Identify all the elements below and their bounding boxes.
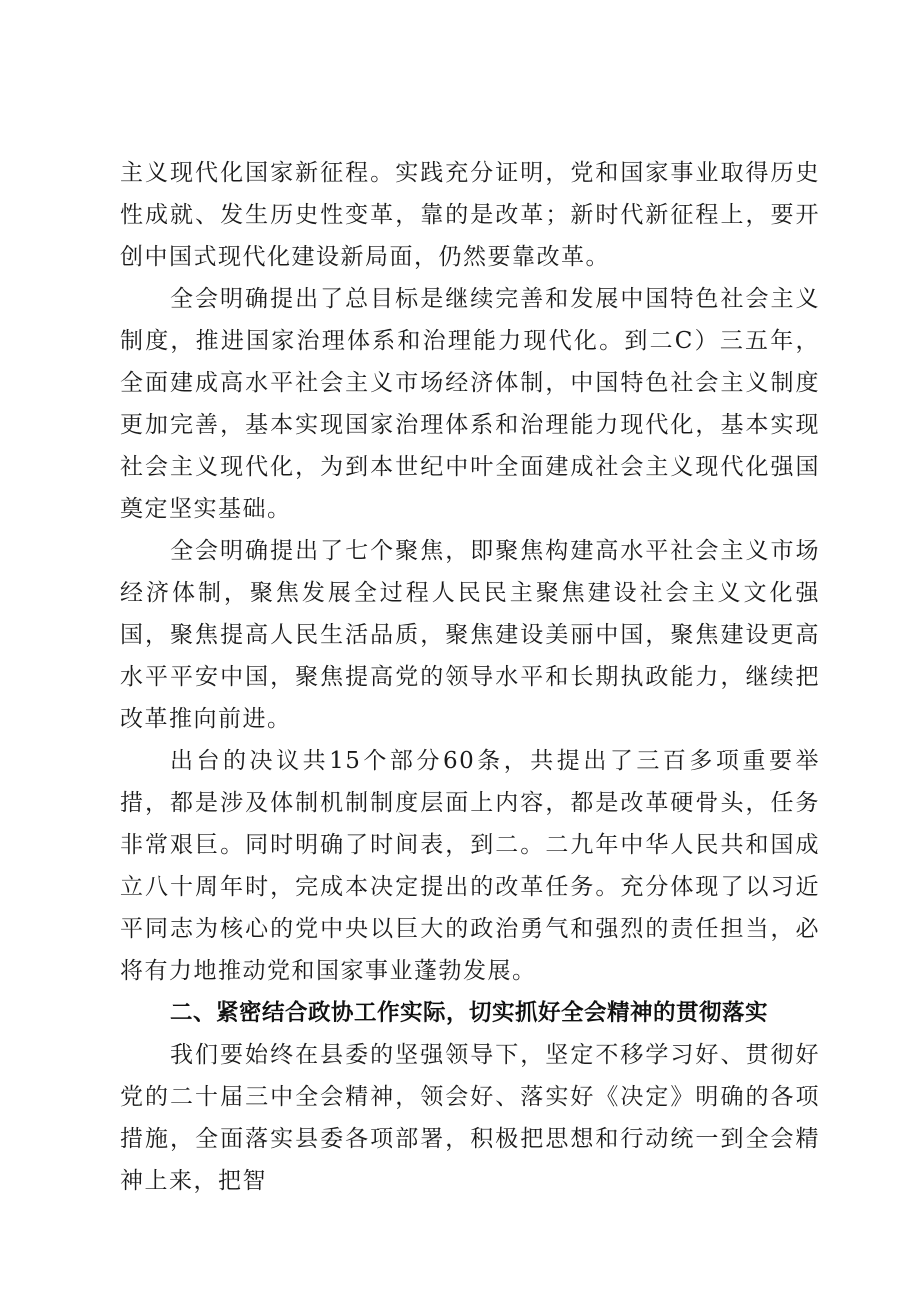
paragraph-resolution: 出台的决议共15个部分60条，共提出了三百多项重要举措，都是涉及体制机制制度层面上内容，都是改革硬骨头，任务非常艰巨。同时明确了时间表，到二。二九年中华人民共和国成立八十周年时，完成本决定提出的改革任务。充分体现了以习近平同志为核心的党中央以巨大的政治勇气和强烈的责任担当，必将有力地推动党和国家事业蓬勃发展。 [120, 748, 820, 984]
document-body [120, 152, 820, 1202]
paragraph-seven-focuses: 全会明确提出了七个聚焦，即聚焦构建高水平社会主义市场经济体制，聚焦发展全过程人民民主聚焦建设社会主义文化强国，聚焦提高人民生活品质，聚焦建设美丽中国，聚焦建设更高水平平安中国，聚焦提高党的领导水平和长期执政能力，继续把改革推向前进。 [120, 538, 820, 732]
section-heading: 二、紧密结合政协工作实际，切实抓好全会精神的贯彻落实 [170, 1000, 769, 1026]
paragraph-continuation: 主义现代化国家新征程。实践充分证明，党和国家事业取得历史性成就、发生历史性变革，靠的是改革；新时代新征程上，要开创中国式现代化建设新局面，仍然要靠改革。 [120, 160, 820, 270]
paragraph-closing: 我们要始终在县委的坚强领导下，坚定不移学习好、贯彻好党的二十届三中全会精神，领会好、落实好《决定》明确的各项措施，全面落实县委各项部署，积极把思想和行动统一到全会精神上来，把智 [120, 1042, 820, 1194]
paragraph-overall-goal: 全会明确提出了总目标是继续完善和发展中国特色社会主义制度，推进国家治理体系和治理能力现代化。到二C）三五年，全面建成高水平社会主义市场经济体制，中国特色社会主义制度更加完善，基本实现国家治理体系和治理能力现代化，基本实现社会主义现代化，为到本世纪中叶全面建成社会主义现代化强国奠定坚实基础。 [120, 286, 820, 522]
